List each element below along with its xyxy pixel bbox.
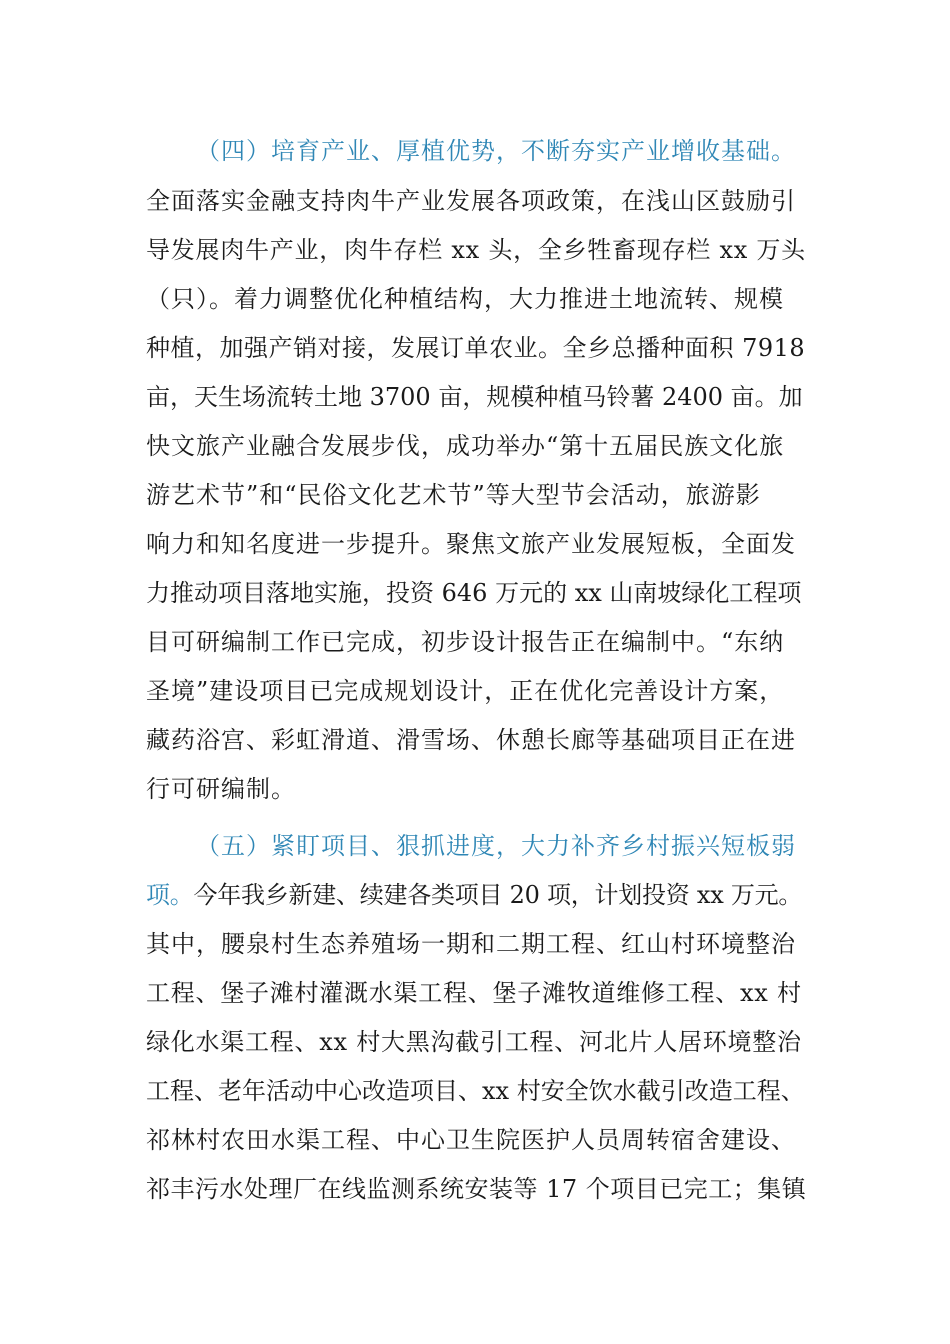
section-5-heading: （五）紧盯项目、狠抓进度，大力补齐乡村振兴短板弱 [196, 832, 796, 860]
body-line: 快文旅产业融合发展步伐，成功举办“第十五届民族文化旅 [146, 432, 785, 460]
body-line: 游艺术节”和“民俗文化艺术节”等大型节会活动，旅游影 [146, 481, 761, 509]
body-line: 圣境”建设项目已完成规划设计，正在优化完善设计方案， [146, 677, 785, 705]
body-line: 其中，腰泉村生态养殖场一期和二期工程、红山村环境整治 [146, 930, 796, 958]
body-line: 行可研编制。 [146, 775, 296, 803]
body-line: 种植，加强产销对接，发展订单农业。全乡总播种面积 7918 [146, 334, 806, 362]
body-line: 藏药浴宫、彩虹滑道、滑雪场、休憩长廊等基础项目正在进 [146, 726, 796, 754]
section-4-heading: （四）培育产业、厚植优势，不断夯实产业增收基础。 [196, 137, 796, 165]
body-line: 响力和知名度进一步提升。聚焦文旅产业发展短板，全面发 [146, 530, 796, 558]
body-line: 亩，天生场流转土地 3700 亩，规模种植马铃薯 2400 亩。加 [146, 383, 803, 411]
body-line: （只）。着力调整优化种植结构，大力推进土地流转、规模 [146, 285, 784, 313]
section-5-heading-continued [146, 875, 802, 915]
body-line: 导发展肉牛产业，肉牛存栏 xx 头，全乡牲畜现存栏 xx 万头 [146, 236, 806, 264]
body-line: 工程、老年活动中心改造项目、xx 村安全饮水截引改造工程、 [146, 1077, 805, 1105]
body-line: 祁林村农田水渠工程、中心卫生院医护人员周转宿舍建设、 [146, 1126, 796, 1154]
section-5-heading-end: 项。 [146, 881, 194, 909]
body-line: 祁丰污水处理厂在线监测系统安装等 17 个项目已完工；集镇 [146, 1175, 807, 1203]
body-text: 今年我乡新建、续建各类项目 20 项，计划投资 xx 万元。 [193, 881, 803, 909]
body-line: 绿化水渠工程、xx 村大黑沟截引工程、河北片人居环境整治 [146, 1028, 802, 1056]
body-line: 目可研编制工作已完成，初步设计报告正在编制中。“东纳 [146, 628, 785, 656]
body-line: 全面落实金融支持肉牛产业发展各项政策，在浅山区鼓励引 [146, 187, 796, 215]
body-line: 力推动项目落地实施，投资 646 万元的 xx 山南坡绿化工程项 [146, 579, 802, 607]
body-line: 工程、堡子滩村灌溉水渠工程、堡子滩牧道维修工程、xx 村 [146, 979, 802, 1007]
